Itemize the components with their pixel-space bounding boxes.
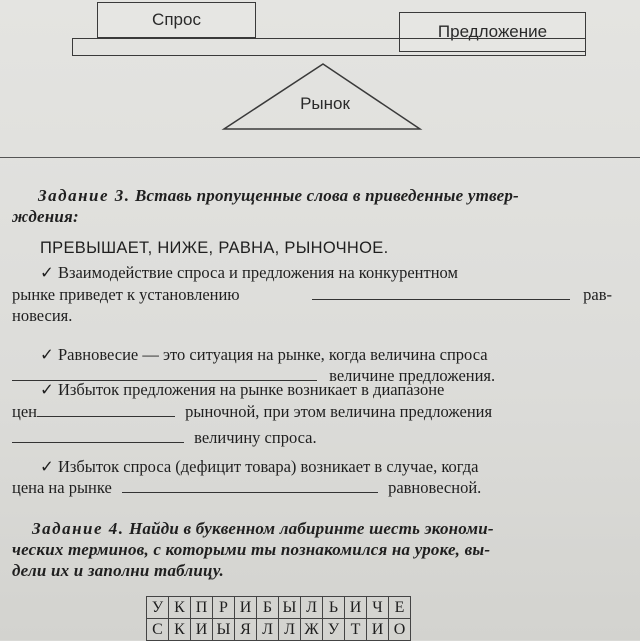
task4-number: Задание 4. (32, 519, 125, 538)
task3-heading (38, 186, 519, 206)
statement3-text-c: величину спроса. (194, 428, 317, 447)
statement4-text-b: равновесной. (388, 478, 482, 497)
maze-row (147, 597, 411, 619)
maze-cell[interactable]: И (191, 619, 213, 641)
statement4-text-a: цена на рынке (12, 478, 112, 497)
statement1-line1: ✓ Взаимодействие спроса и предложения на конкурентном (40, 263, 458, 282)
task3-number: Задание 3. (38, 186, 131, 205)
maze-cell[interactable]: Ч (367, 597, 389, 619)
maze-row (147, 619, 411, 641)
statement3-line1: ✓ Избыток предложения на рынке возникает в диапазоне (40, 380, 445, 399)
statement1-blank[interactable] (312, 285, 570, 300)
maze-cell[interactable]: Ы (279, 597, 301, 619)
statement3-blank2[interactable] (12, 428, 184, 443)
statement3-line3 (12, 428, 317, 448)
maze-cell[interactable]: Т (345, 619, 367, 641)
maze-cell[interactable]: Ь (323, 597, 345, 619)
maze-cell[interactable]: К (169, 619, 191, 641)
maze-cell[interactable]: У (147, 597, 169, 619)
statement2-line1: ✓ Равновесие — это ситуация на рынке, когда величина спроса (40, 345, 488, 364)
statement3-text-b: рыночной, при этом величина предложения (185, 402, 493, 421)
statement4-line1: ✓ Избыток спроса (дефицит товара) возникает в случае, когда (40, 457, 479, 476)
maze-cell[interactable]: С (147, 619, 169, 641)
task4-title-line2: ческих терминов, с которыми ты познакомился на уроке, вы- (12, 540, 491, 559)
task4-heading (32, 519, 494, 539)
maze-cell[interactable]: Л (257, 619, 279, 641)
statement2-text: величине предложения. (329, 366, 496, 385)
maze-cell[interactable]: Л (279, 619, 301, 641)
maze-cell[interactable]: Ы (213, 619, 235, 641)
task3-word-bank: ПРЕВЫШАЕТ, НИЖЕ, РАВНА, РЫНОЧНОЕ. (40, 239, 389, 257)
statement2-blank[interactable] (12, 366, 317, 381)
maze-cell[interactable]: Л (301, 597, 323, 619)
task3-title-line1: Вставь пропущенные слова в приведенные утвер- (134, 186, 519, 205)
statement3-line2 (12, 402, 492, 422)
maze-cell[interactable]: И (235, 597, 257, 619)
statement1-text-a: рынке приведет к установлению (12, 285, 240, 304)
maze-cell[interactable]: У (323, 619, 345, 641)
market-triangle (0, 0, 640, 150)
statement1-line3: новесия. (12, 306, 73, 325)
task4-title-line3: дели их и заполни таблицу. (12, 561, 224, 580)
maze-cell[interactable]: П (191, 597, 213, 619)
statement4-line2 (12, 478, 481, 498)
maze-cell[interactable]: Б (257, 597, 279, 619)
supply-label: Предложение (437, 22, 548, 41)
demand-label: Спрос (152, 10, 201, 29)
maze-cell[interactable]: О (389, 619, 411, 641)
maze-cell[interactable]: Е (389, 597, 411, 619)
statement3-blank1[interactable] (37, 402, 175, 417)
statement1-line2 (12, 285, 612, 305)
market-scale-diagram (0, 0, 640, 150)
maze-cell[interactable]: Ж (301, 619, 323, 641)
letter-maze (146, 596, 411, 641)
section-divider (0, 157, 640, 158)
maze-cell[interactable]: Я (235, 619, 257, 641)
market-label: Рынок (300, 94, 350, 113)
maze-cell[interactable]: И (345, 597, 367, 619)
maze-cell[interactable]: К (169, 597, 191, 619)
maze-cell[interactable]: И (367, 619, 389, 641)
statement3-text-a: цен (12, 402, 37, 421)
statement1-text-b: рав- (583, 285, 612, 304)
task4-title-line1: Найди в буквенном лабиринте шесть экономи- (128, 519, 494, 538)
maze-cell[interactable]: Р (213, 597, 235, 619)
task3-title-line2: ждения: (12, 207, 79, 226)
statement4-blank[interactable] (122, 478, 378, 493)
